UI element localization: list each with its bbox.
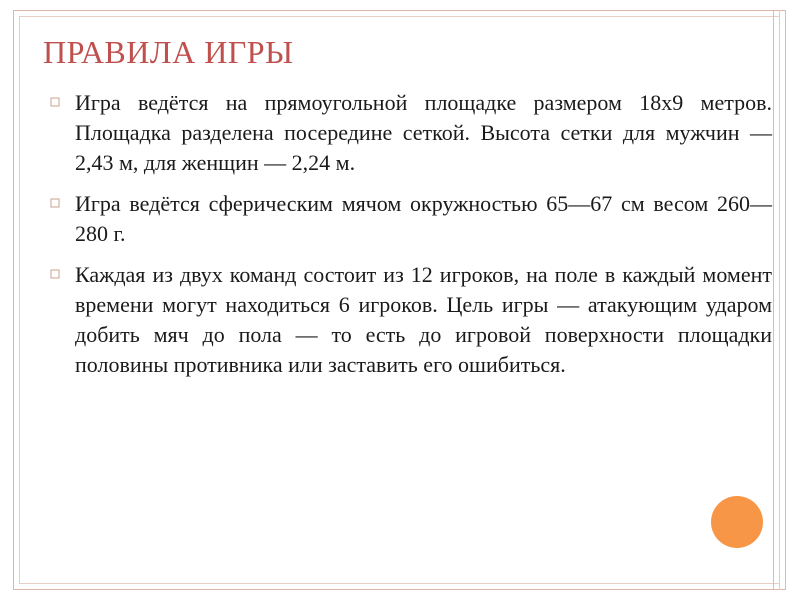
- open-square-bullet-icon: [50, 198, 60, 208]
- bullet-list: [46, 88, 772, 391]
- slide-title: ПРАВИЛА ИГРЫ: [43, 34, 294, 70]
- bullet-text: Игра ведётся сферическим мячом окружностью 65—67 см весом 260—280 г.: [75, 191, 772, 246]
- frame-vertical-line: [773, 10, 774, 590]
- frame-vertical-line: [785, 10, 786, 590]
- open-square-bullet-icon: [50, 97, 60, 107]
- orange-circle-decoration: [711, 496, 763, 548]
- open-square-bullet-icon: [50, 269, 60, 279]
- bullet-item: [46, 189, 772, 249]
- bullet-item: [46, 88, 772, 178]
- bullet-item: [46, 260, 772, 380]
- bullet-text: Игра ведётся на прямоугольной площадке размером 18x9 метров. Площадка разделена посередине сеткой. Высота сетки для мужчин — 2,43 м, для женщин — 2,24 м.: [75, 90, 772, 175]
- frame-vertical-line: [779, 10, 780, 590]
- bullet-text: Каждая из двух команд состоит из 12 игроков, на поле в каждый момент времени могут находиться 6 игроков. Цель игры — атакующим ударом добить мяч до пола — то есть до игровой поверхности площадки половины противника или заставить его ошибиться.: [75, 262, 772, 377]
